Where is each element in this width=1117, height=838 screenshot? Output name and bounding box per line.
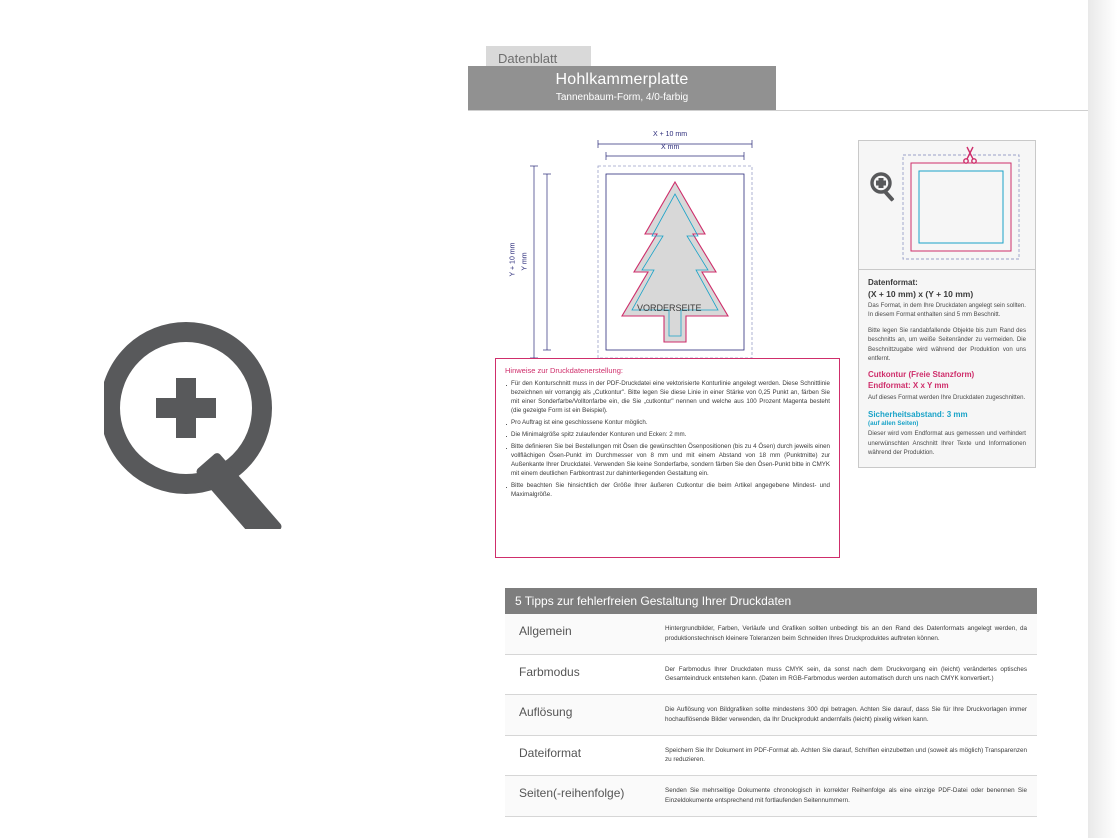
table-row — [505, 695, 1037, 736]
page-shadow — [1088, 0, 1117, 838]
tips-header: 5 Tipps zur fehlerfreien Gestaltung Ihrer Druckdaten — [505, 588, 1037, 614]
page-title: Hohlkammerplatte — [555, 71, 689, 88]
tip-text: Senden Sie mehrseitige Dokumente chronologisch in korrekter Reihenfolge als eine einzige PDF-Datei oder benennen Sie Einzeldokumente entsprechend mit fortlaufenden Seitennummern. — [665, 787, 1027, 804]
datenformat-text-2: Bitte legen Sie randabfallende Objekte bis zum Rand des beschnitts an, um weiße Seitenränder zu vermeiden. Die Beschnittzugabe wird während der Produktion von uns entfernt. — [868, 327, 1026, 362]
endformat-text: Auf dieses Format werden Ihre Druckdaten zugeschnitten. — [868, 394, 1026, 402]
dimension-left-inner: Y mm — [521, 252, 529, 271]
tip-label: Dateiformat — [519, 745, 582, 760]
sicherheitsabstand-subtitle: (auf allen Seiten) — [868, 420, 919, 428]
list-item: · Bitte definieren Sie bei Bestellungen mit Ösen die gewünschten Ösenpositionen (bis zu 4 Ösen) durch jeweils einen vollflächigen Ösen-Punkt im Durchmesser von 8 mm und mit einem Abstand von 18 mm (Punktmitte) zur Außenkante Ihrer Druckdatei. Verwenden Sie keine Sonderfarbe, sondern färben Sie den Ösen-Punkt bitte in CMYK mit einem deutlichen Farbkontrast zur dahinterliegenden Gestaltung ein. — [505, 443, 830, 479]
document-preview-pane — [0, 0, 468, 838]
tip-label: Auflösung — [519, 705, 573, 719]
print-data-hints-box — [495, 358, 840, 558]
format-info-panel — [858, 270, 1036, 468]
dimension-top-outer: X + 10 mm — [653, 131, 688, 138]
tip-text: Der Farbmodus Ihrer Druckdaten muss CMYK sein, da sonst nach dem Druckvorgang ein (leicht) verändertes optisches Gesamteindruck entstehen kann. (Daten im RGB-Farbmodus werden automatisch durch uns nach CMYK konvertiert.) — [665, 665, 1027, 683]
table-row — [505, 736, 1037, 777]
cutkontur-title: Cutkontur (Freie Stanzform) — [868, 369, 975, 379]
hints-list — [505, 380, 830, 500]
sicherheitsabstand-text: Dieser wird vom Endformat aus gemessen und verhindert unerwünschten Anschnitt Ihrer Texte und Informationen während der Produktion. — [868, 430, 1026, 456]
format-legend-thumbnail — [858, 140, 1036, 270]
datasheet-title-bar — [468, 66, 776, 110]
table-row — [505, 614, 1037, 655]
table-row — [505, 776, 1037, 817]
tip-label: Seiten(-reihenfolge) — [519, 786, 625, 800]
face-label: VORDERSEITE — [637, 303, 702, 313]
dimension-left-outer: Y + 10 mm — [509, 242, 517, 277]
list-item: · Die Minimalgröße spitz zulaufender Konturen und Ecken: 2 mm. — [505, 431, 830, 440]
tip-label: Farbmodus — [519, 664, 580, 679]
page-subtitle: Tannenbaum-Form, 4/0-farbig — [555, 92, 689, 103]
tip-text: Hintergrundbilder, Farben, Verläufe und Grafiken sollten unbedingt bis an den Rand des Datenformats angelegt werden, da produktionstechnisch kleinere Toleranzen beim Schneiden Ihres Druckproduktes auftreten können. — [665, 625, 1027, 642]
hints-title: Hinweise zur Druckdatenerstellung: — [505, 366, 623, 375]
tips-table — [505, 588, 1037, 817]
tip-text: Speichern Sie Ihr Dokument im PDF-Format ab. Achten Sie darauf, Schriften einzubetten und (soweit als möglich) Transparenzen zu reduzieren. — [665, 746, 1027, 764]
header-divider — [468, 110, 1088, 111]
sicherheitsabstand-title: Sicherheitsabstand: 3 mm — [868, 409, 968, 419]
technical-drawing — [509, 130, 840, 370]
magnifier-plus-icon[interactable] — [104, 299, 314, 529]
list-item: · Pro Auftrag ist eine geschlossene Kontur möglich. — [505, 419, 830, 428]
tip-label: Allgemein — [519, 624, 572, 638]
table-row — [505, 655, 1037, 696]
dimension-top-inner: X mm — [661, 144, 680, 151]
tab-datenblatt[interactable]: Datenblatt — [486, 46, 591, 70]
list-item: · Für den Konturschnitt muss in der PDF-Druckdatei eine vektorisierte Konturlinie angelegt werden. Diese Schnittlinie bezeichnen wir vorrangig als „Cutkontur". Bitte legen Sie diese Linie in einer Stärke von 0,25 Punkt an, färben Sie mit einer Sonderfarbe/Volltonfarbe ein, die Sie „cutkontur" nennen und welche aus 100 Prozent Magenta besteht (die gezeigte Form ist ein Beispiel). — [505, 380, 830, 416]
datenformat-title: Datenformat: — [868, 278, 918, 287]
tip-text: Die Auflösung von Bildgrafiken sollte mindestens 300 dpi betragen. Achten Sie darauf, dass Sie für Ihre Druckvorlagen immer hochauflösende Bilder verwenden, da Ihr Druckprodukt andernfalls (leicht) pixelig wirken kann. — [665, 706, 1027, 723]
list-item: · Bitte beachten Sie hinsichtlich der Größe Ihrer äußeren Cutkontur die beim Artikel angegebene Mindest- und Maximalgröße. — [505, 482, 830, 500]
endformat-title: Endformat: X x Y mm — [868, 380, 949, 390]
info-column — [858, 140, 1036, 468]
datenformat-formula: (X + 10 mm) x (Y + 10 mm) — [868, 289, 974, 299]
datenformat-text-1: Das Format, in dem Ihre Druckdaten angelegt sein sollten. In diesem Format enthalten sind 5 mm Beschnitt. — [868, 302, 1026, 319]
